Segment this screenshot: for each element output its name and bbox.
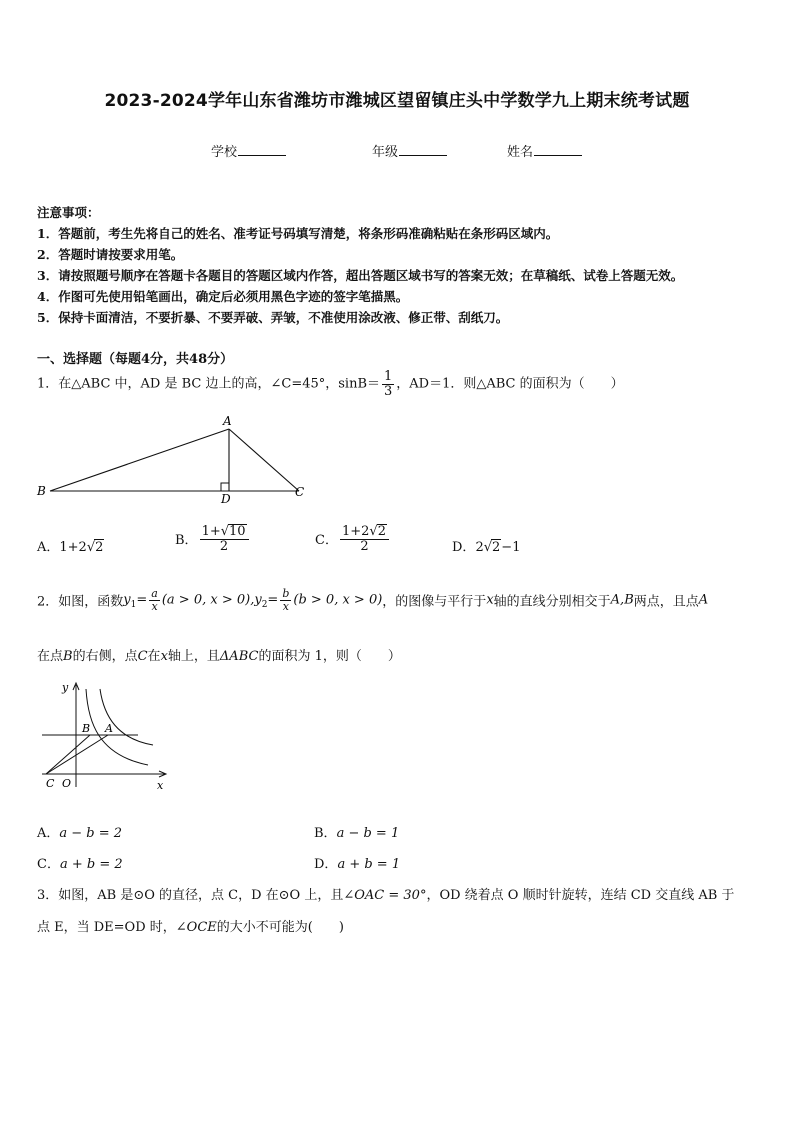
q1-label-b: B <box>37 484 46 498</box>
q2-label-o: O <box>62 777 72 790</box>
q1-label-c: C <box>295 485 305 499</box>
q2-stem-line2: 在点B的右侧，点C在x轴上，且ΔABC的面积为 1，则（ ） <box>37 649 401 664</box>
notice-item-2: 2．答题时请按要求用笔。 <box>37 247 184 262</box>
q1-option-b[interactable]: B． $\frac{1+√10}{2}$ <box>175 524 251 553</box>
name-blank[interactable] <box>534 143 582 156</box>
grade-blank[interactable] <box>399 143 447 156</box>
q2-option-a[interactable]: A．a − b = 2 <box>37 826 123 841</box>
school-blank[interactable] <box>238 143 286 156</box>
exam-title: 2023-2024学年山东省潍坊市潍城区望留镇庄头中学数学九上期末统考试题 <box>104 91 690 111</box>
notice-item-5: 5．保持卡面清洁，不要折暴、不要弄破、弄皱，不准使用涂改液、修正带、刮纸刀。 <box>37 310 509 325</box>
q2-label-c: C <box>46 777 55 790</box>
q1-label-a: A <box>223 414 232 428</box>
q2-label-y: y <box>62 681 69 694</box>
section-heading: 一、选择题（每题4分，共48分） <box>37 352 234 367</box>
q2-option-b[interactable]: B．a − b = 1 <box>314 826 400 841</box>
q2-label-b: B <box>82 722 91 735</box>
notice-heading: 注意事项： <box>37 205 100 220</box>
school-field: 学校 <box>211 141 286 160</box>
q1-triangle-figure <box>30 410 320 510</box>
notice-item-4: 4．作图可先使用铅笔画出，确定后必须用黑色字迹的签字笔描黑。 <box>37 289 409 304</box>
q1-option-c[interactable]: C． $\frac{1+2√2}{2}$ <box>315 524 391 553</box>
q1-option-d[interactable]: D．2√2−1 <box>452 540 521 555</box>
q2-label-a: A <box>105 722 113 735</box>
q1-label-d: D <box>221 492 231 506</box>
q1-stem: 1．在△ABC 中，AD 是 BC 边上的高，∠C=45°，sinB＝ $\frac{1}{3}$ ，AD＝1．则△ABC 的面积为（ ） <box>37 369 624 399</box>
q2-label-x: x <box>157 779 164 792</box>
q2-stem-line1: 2．如图，函数$y_1=$ $\frac{a}{x}$ (a > 0, $x > 0),y_2=$ $\frac{b}{x}$ (b > 0, x > 0)，的图像与平行于x轴的直线分别相交于A,B两点，且点A <box>37 587 709 613</box>
name-field: 姓名 <box>507 141 582 160</box>
q3-stem-line2: 点 E，当 DE=OD 时，∠OCE的大小不可能为( ) <box>37 920 344 935</box>
q1-option-a[interactable]: A．1+2√2 <box>37 540 104 555</box>
q2-graph-figure <box>38 677 178 795</box>
q2-option-c[interactable]: C．a + b = 2 <box>37 857 123 872</box>
q3-stem-line1: 3．如图，AB 是⊙O 的直径，点 C，D 在⊙O 上，且∠OAC = 30°，OD 绕着点 O 顺时针旋转，连结 CD 交直线 AB 于 <box>37 888 735 903</box>
q1-fraction: $\frac{1}{3}$ <box>384 369 393 399</box>
notice-item-3: 3．请按照题号顺序在答题卡各题目的答题区域内作答，超出答题区域书写的答案无效；在草稿纸、试卷上答题无效。 <box>37 268 684 283</box>
q2-option-d[interactable]: D．a + b = 1 <box>314 857 401 872</box>
grade-field: 年级 <box>372 141 447 160</box>
notice-item-1: 1．答题前，考生先将自己的姓名、准考证号码填写清楚，将条形码准确粘贴在条形码区域内。 <box>37 226 559 241</box>
